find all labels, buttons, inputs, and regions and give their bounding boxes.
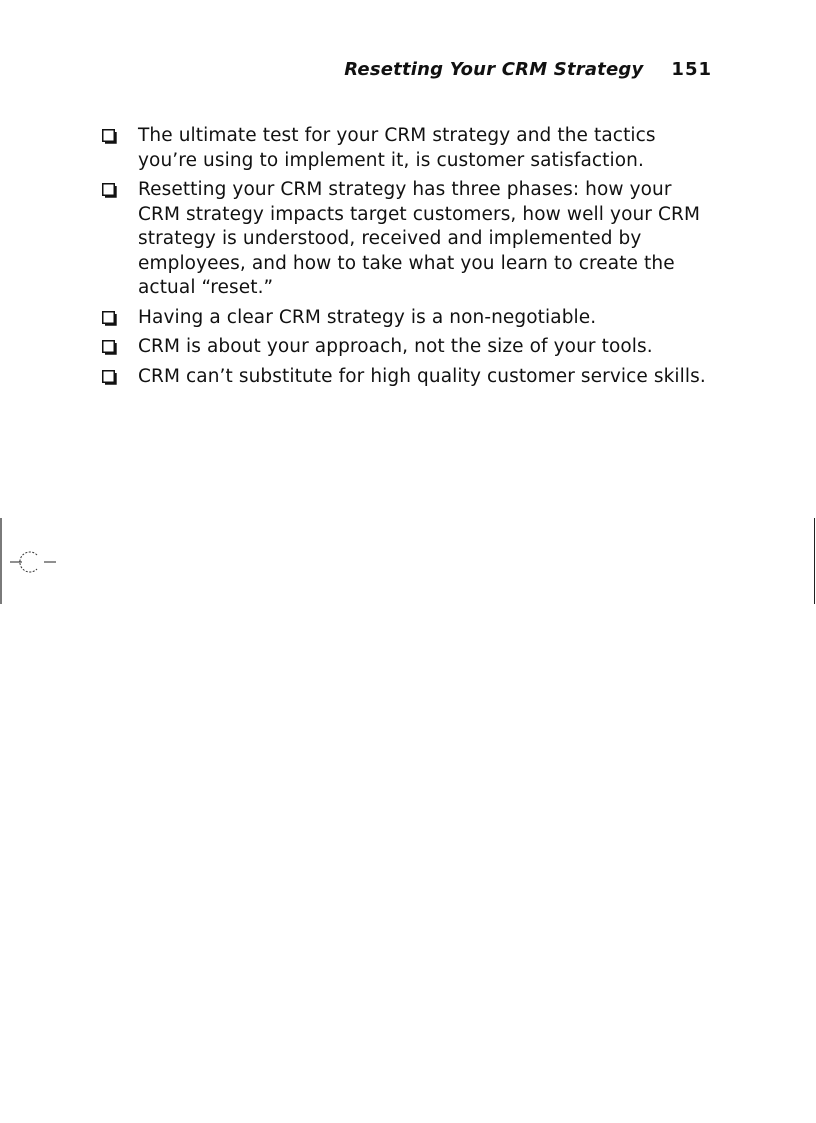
checklist [102,124,717,394]
list-item-text: Having a clear CRM strategy is a non-negotiable. [138,306,597,328]
list-item-text: The ultimate test for your CRM strategy and the tactics you’re using to implement it, is customer satisfaction. [138,125,656,171]
crop-mark-icon [0,518,60,604]
checkbox-icon [102,129,117,144]
list-item [102,178,717,301]
running-header [344,59,712,80]
list-item [102,124,717,173]
list-item-text: Resetting your CRM strategy has three phases: how your CRM strategy impacts target customers, how well your CRM strategy is understood, received and implemented by employees, and how to take what you learn to create the actual “reset.” [138,179,701,298]
list-item [102,335,717,360]
checkbox-icon [102,183,117,198]
list-item [102,365,717,390]
page-number: 151 [671,59,712,80]
list-item [102,306,717,331]
checkbox-icon [102,370,117,385]
checkbox-icon [102,340,117,355]
list-item-text: CRM can’t substitute for high quality customer service skills. [138,365,706,387]
list-item-text: CRM is about your approach, not the size of your tools. [138,336,653,357]
right-margin-line [814,518,815,604]
checkbox-icon [102,311,117,326]
running-title: Resetting Your CRM Strategy [344,59,644,80]
